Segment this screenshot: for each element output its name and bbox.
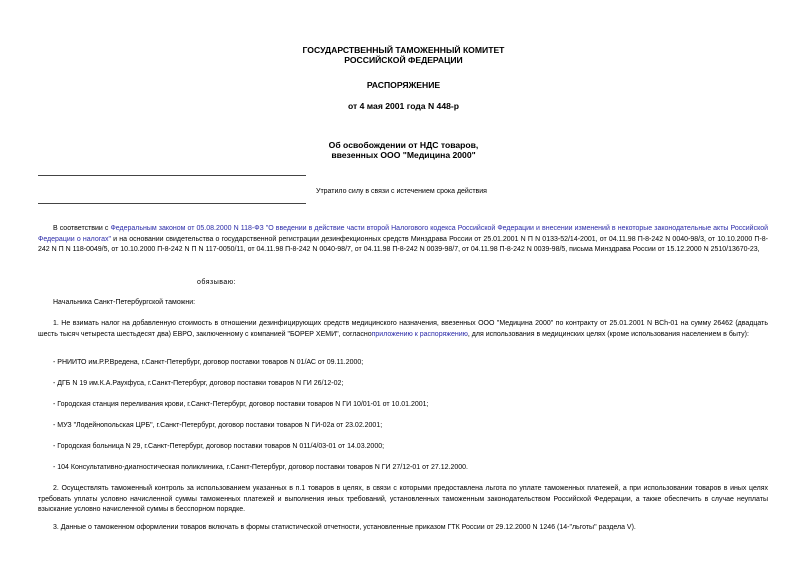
subject-line1: Об освобождении от НДС товаров,	[328, 140, 479, 150]
preamble-intro: В соответствии с	[53, 225, 111, 232]
preamble-rest: и на основании свидетельства о государственной регистрации дезинфекционных средств Минздрава России от 25.01.2001 N П N 0133-52/14-2001, от 04.11.98 П-8-242 N 0040-98/3, от 10.10.2000 П-8-242 N П N 118-0049/5, от 10.10.2000 П-8-242 N П N 117-0050/11, от 04.11.98 П-8-242 N 0040-98/7, от 04.11.98 П-8-242 N 0039-98/7, от 04.11.98 П-8-242 N 0039-98/5, письма Минздрава России от 15.12.2000 N 2510/13670-23,	[38, 235, 768, 253]
item-3-paragraph: 3. Данные о таможенном оформлении товаров включать в формы статистической отчетности, установленные приказом ГТК России от 29.12.2000 N 1246 (14-"льготы" раздела V).	[53, 524, 636, 531]
list-item: - РНИИТО им.Р.Р.Вредена, г.Санкт-Петербург, договор поставки товаров N 01/АС от 09.11.2000;	[53, 359, 364, 366]
doc-type: РАСПОРЯЖЕНИЕ	[366, 80, 441, 90]
appendix-link[interactable]: приложению к распоряжению	[371, 330, 468, 338]
item-2-paragraph: 2. Осуществлять таможенный контроль за использованием указанных в п.1 товаров в целях, в связи с которыми предоставлена льгота по уплате таможенных платежей, а при использовании товаров в иных целях требовать уплаты условно начисленной суммы таможенных платежей и выполнения иных требований, установленных таможенным законодательством Российской Федерации, а также обеспечить в случае неуплаты взыскание условно начисленной суммы в бесспорном порядке.	[38, 485, 768, 513]
doc-date: от 4 мая 2001 года N 448-р	[348, 101, 459, 111]
status-note: Утратило силу в связи с истечением срока действия	[316, 188, 487, 195]
list-item: - ДГБ N 19 им.К.А.Раухфуса, г.Санкт-Петербург, договор поставки товаров N ГИ 26/12-02;	[53, 380, 344, 387]
org-name-line1: ГОСУДАРСТВЕННЫЙ ТАМОЖЕННЫЙ КОМИТЕТ	[302, 45, 505, 55]
item-1-paragraph	[38, 319, 768, 340]
preamble-paragraph	[38, 224, 768, 256]
subject-line2: ввезенных ООО "Медицина 2000"	[331, 150, 476, 160]
list-item: - МУЗ "Лодейнопольская ЦРБ", г.Санкт-Петербург, договор поставки товаров N ГИ-02а от 23.02.2001;	[53, 422, 383, 429]
org-name-line2: РОССИЙСКОЙ ФЕДЕРАЦИИ	[344, 55, 463, 65]
list-item: - Городская больница N 29, г.Санкт-Петербург, договор поставки товаров N 011/4/03-01 от 14.03.2000;	[53, 443, 385, 450]
oblyazyvayu-label: обязываю:	[197, 279, 237, 286]
federal-law-link[interactable]: Федеральным законом от 05.08.2000 N 118-ФЗ "О введении в действие части второй Налогового кодекса Российской Федерации и внесении изменений в некоторые законодательные акты Российской Федерации о налогах"	[38, 225, 769, 243]
addressee: Начальника Санкт-Петербургской таможни:	[53, 299, 196, 306]
list-item: - Городская станция переливания крови, г.Санкт-Петербург, договор поставки товаров N ГИ 10/01-01 от 10.01.2001;	[53, 401, 429, 408]
item-1-text-before: 1. Не взимать налог на добавленную стоимость в отношении дезинфицирующих средств медицинского назначения, ввезенных ООО "Медицина 2000" по контракту от 25.01.2001 N BCh-01 на сумму 26462 (двадцать шесть тысяч четыреста шестьдесят два) ЕВРО, заключенному с компанией "БОРЕР ХЕМИ", согласно	[38, 320, 768, 338]
document-header	[0, 45, 807, 65]
list-item: - 104 Консультативно-диагностическая поликлиника, г.Санкт-Петербург, договор поставки товаров N ГИ 27/12-01 от 27.12.2000.	[53, 464, 468, 471]
item-1-text-after: , для использования в медицинских целях (кроме использования населением в быту):	[467, 330, 749, 338]
document-subject	[0, 140, 807, 160]
separator-rule-top	[38, 175, 306, 176]
separator-rule-bottom	[38, 203, 306, 204]
